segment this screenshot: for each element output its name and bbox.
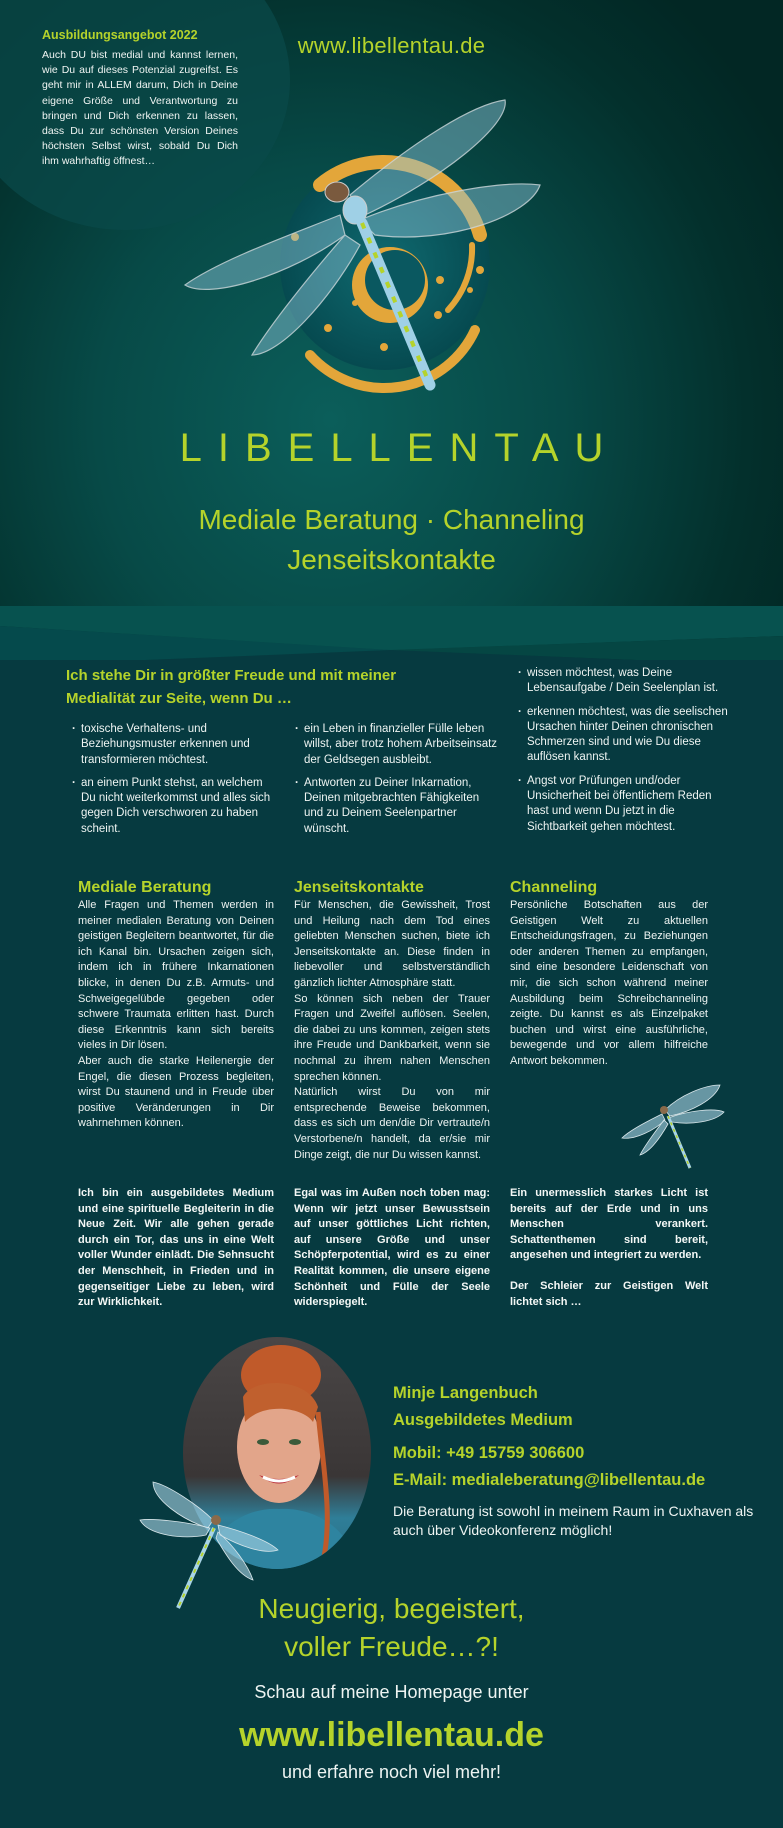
service-text: Für Menschen, die Gewissheit, Trost und Heilung nach dem Tod eines geliebten Menschen suchen, biete ich Jenseitskontakte an. Diese finden in liebevoller und selbstverständlich gänzlich lichter Atmosphäre statt. <box>294 899 490 989</box>
list-item: · an einem Punkt stehst, an welchem Du nicht weiterkommst und alles sich gegen Dich verschworen zu haben scheint. <box>72 776 272 837</box>
tagline-line1: Mediale Beratung · Channeling <box>198 504 585 535</box>
service-text: Aber auch die starke Heilenergie der Engel, die diesen Prozess begleiten, wirst Du staunend und in Freude über positive Veränderungen in Dir wahrnehmen können. <box>78 1054 274 1130</box>
list-item: · Antworten zu Deiner Inkarnation, Deinen mitgebrachten Fähigkeiten und zu Deinem Seelenpartner wünscht. <box>295 776 500 837</box>
cta-headline <box>0 1590 783 1666</box>
service-channeling <box>510 878 708 1070</box>
service-text: Alle Fragen und Themen werden in meiner medialen Beratung von Deinen geistigen Begleitern beantwortet, für die ich Kanal bin. Ursachen zeigen sich, indem ich in frühere Inkarnationen blicke, in denen Du z.B. Armuts- und Schweigegelübde gegeben oder schwere Traumata erlitten hast. Durch diese Erkenntnis kann sich bereits vieles in Dir lösen. <box>78 899 274 1052</box>
quote-text: Egal was im Außen noch toben mag: Wenn wir jetzt unser Bewusstsein auf unser göttliches Licht richten, auf unsere Größe und unser Schöpferpotential, wird es zu einer Realität kommen, die unsere eigene Schönheit und Fülle der Seele widerspiegelt. <box>294 1187 490 1309</box>
cta-headline-line1: Neugierig, begeistert, <box>258 1593 525 1624</box>
list-item: · erkennen möchtest, was die seelischen Ursachen hinter Deinen chronischen Schmerzen sind und wie Du diese auflösen kannst. <box>518 705 728 766</box>
list-item: · ein Leben in finanzieller Fülle leben willst, aber trotz hohem Arbeitseinsatz der Geldsegen ausbleibt. <box>295 722 500 768</box>
dragonfly-moon-illustration <box>180 85 550 415</box>
cta-url-link[interactable]: www.libellentau.de <box>239 1716 544 1754</box>
bullet-list-col1 <box>72 722 272 845</box>
brand-logo-text: LIBELLENTAU <box>179 426 620 470</box>
contact-name: Minje Langenbuch <box>393 1384 538 1402</box>
service-text: Persönliche Botschaften aus der Geistigen Welt zu aktuellen Entscheidungsfragen, zu Beziehungen oder anderen Themen zu empfangen, sind eine besondere Leidenschaft von mir, die sich schon während meiner Ausbildung beim Schreibchanneling zeigte. Du kannst es als Einzelpaket buchen und wirst eine ausführliche, bewegende und vor allem hilfreiche Antwort bekommen. <box>510 899 708 1067</box>
quote-text: Ein unermesslich starkes Licht ist bereits auf der Erde und in uns Menschen verankert. Schattenthemen sind bereit, angesehen und integriert zu werden. <box>510 1187 708 1262</box>
list-item: · toxische Verhaltens- und Beziehungsmuster erkennen und transformieren möchtest. <box>72 722 272 768</box>
bullet-list-col2 <box>295 722 500 845</box>
contact-block <box>393 1380 773 1540</box>
service-mediale-beratung <box>78 878 274 1132</box>
quote-text: Ich bin ein ausgebildetes Medium und eine spirituelle Begleiterin in die Neue Zeit. Wir alle gehen gerade durch ein Tor, das uns in eine Welt voller Wunder einlädt. Die Sehnsucht der Menschheit, in Frieden und in gegenseitiger Liebe zu leben, wird zur Wirklichkeit. <box>78 1187 274 1309</box>
contact-phone[interactable]: Mobil: +49 15759 306600 <box>393 1444 585 1462</box>
cta-tail: und erfahre noch viel mehr! <box>281 1762 502 1782</box>
list-item: · Angst vor Prüfungen und/oder Unsicherheit bei öffentlichem Reden hast und wenn Du jetzt in die Sichtbarkeit gehen möchtest. <box>518 774 728 835</box>
service-jenseitskontakte <box>294 878 490 1163</box>
quote-consciousness <box>294 1186 490 1311</box>
promo-text: Auch DU bist medial und kannst lernen, wie Du auf dieses Potenzial zugreifst. Es geht mir in ALLEM darum, Dich in Deine eigene Größe und Verantwortung zu bringen und Dich erkennen zu lassen, dass Du zur schönsten Version Deines höchsten Selbst wirst, sobald Du Dich ihm wahrhaftig öffnest… <box>42 49 238 168</box>
cta-headline-line2: voller Freude…?! <box>284 1631 499 1662</box>
quote-closing: Der Schleier zur Geistigen Welt lichtet sich … <box>510 1279 708 1308</box>
list-item: · wissen möchtest, was Deine Lebensaufgabe / Dein Seelenplan ist. <box>518 666 728 697</box>
dragonfly-icon <box>620 1080 725 1170</box>
service-text: So können sich neben der Trauer Fragen und Zweifel auflösen. Seelen, die dabei zu uns kommen, zeigen stets ihre Freude und Dankbarkeit, wenn sie nochmal zu ihrem nahen Menschen sprechen können. <box>294 992 490 1083</box>
contact-email[interactable]: E-Mail: medialeberatung@libellentau.de <box>393 1471 706 1489</box>
contact-role: Ausgebildetes Medium <box>393 1411 573 1429</box>
service-title: Mediale Beratung <box>78 879 212 896</box>
service-title: Channeling <box>510 879 598 896</box>
section-divider <box>0 606 783 666</box>
bullet-list-col3 <box>518 666 728 843</box>
cta-lead: Schau auf meine Homepage unter <box>254 1682 529 1702</box>
quote-medium <box>78 1186 274 1311</box>
quote-light <box>510 1186 708 1310</box>
tagline-line2: Jenseitskontakte <box>287 544 496 575</box>
intro-heading: Ich stehe Dir in größter Freude und mit meiner Medialität zur Seite, wenn Du … <box>66 667 397 707</box>
tagline <box>0 500 783 580</box>
promo-title: Ausbildungsangebot 2022 <box>42 28 198 42</box>
contact-note: Die Beratung ist sowohl in meinem Raum in Cuxhaven als auch über Videokonferenz möglich! <box>393 1503 754 1538</box>
service-text: Natürlich wirst Du von mir entsprechende Beweise bekommen, dass es sich um den/die Dir vertraute/n Verstorbene/n handelt, da er/sie mir Dinge zeigt, die nur Du wissen kannst. <box>294 1086 490 1161</box>
header-url-link[interactable]: www.libellentau.de <box>297 33 486 58</box>
service-title: Jenseitskontakte <box>294 879 424 896</box>
